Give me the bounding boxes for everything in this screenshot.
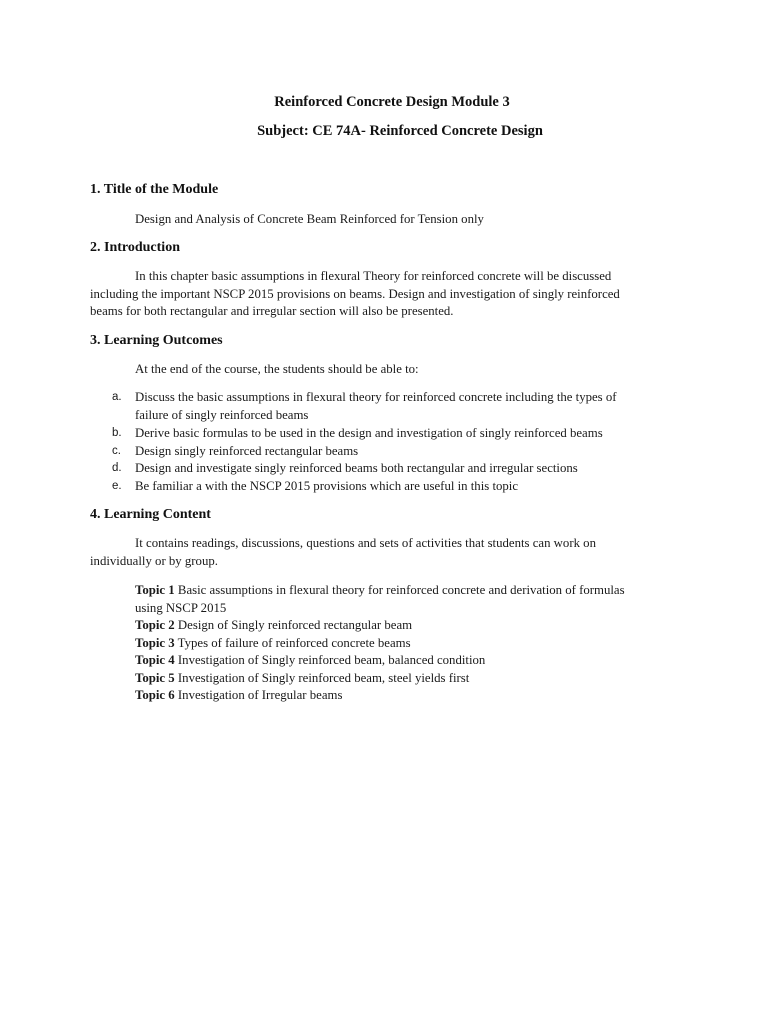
topic-item [135, 635, 411, 653]
topic-label: Topic 6 [135, 688, 175, 702]
list-marker: e. [112, 480, 122, 492]
list-item-text: Design singly reinforced rectangular beams [135, 444, 359, 458]
paragraph-line: It contains readings, discussions, questions and sets of activities that students can work on [135, 536, 596, 550]
list-item-text: Be familiar a with the NSCP 2015 provisions which are useful in this topic [135, 479, 519, 493]
introduction-paragraph [90, 268, 680, 321]
topic-text: using NSCP 2015 [135, 600, 227, 615]
document-title: Reinforced Concrete Design Module 3 [274, 94, 510, 110]
topic-label: Topic 1 [135, 583, 175, 597]
section-heading-learning-content: 4. Learning Content [90, 507, 211, 522]
document-subject: Subject: CE 74A- Reinforced Concrete Design [257, 123, 543, 139]
paragraph-line: including the important NSCP 2015 provisions on beams. Design and investigation of singly reinforced [90, 286, 620, 301]
topic-item [135, 687, 342, 705]
list-item-text: Discuss the basic assumptions in flexural theory for reinforced concrete including the types of [135, 390, 617, 404]
topic-text: Investigation of Singly reinforced beam, balanced condition [174, 653, 486, 667]
paragraph-line: In this chapter basic assumptions in flexural Theory for reinforced concrete will be discussed [135, 269, 612, 283]
paragraph-line: individually or by group. [90, 553, 218, 568]
list-marker: b. [112, 427, 122, 439]
topic-label: Topic 3 [135, 636, 175, 650]
topic-label: Topic 5 [135, 671, 175, 685]
topic-label: Topic 2 [135, 618, 175, 632]
topic-text: Design of Singly reinforced rectangular beam [174, 618, 413, 632]
topic-item [135, 582, 625, 617]
topic-item [135, 670, 469, 688]
module-title-text: Design and Analysis of Concrete Beam Reinforced for Tension only [135, 212, 484, 226]
list-item-text: Design and investigate singly reinforced beams both rectangular and irregular sections [135, 461, 578, 475]
section-heading-title-of-module: 1. Title of the Module [90, 182, 219, 197]
list-marker: a. [112, 391, 122, 403]
topic-label: Topic 4 [135, 653, 175, 667]
list-marker: c. [112, 445, 121, 457]
learning-content-paragraph [90, 535, 680, 570]
outcomes-intro: At the end of the course, the students should be able to: [135, 362, 419, 376]
section-heading-introduction: 2. Introduction [90, 240, 180, 255]
section-heading-learning-outcomes: 3. Learning Outcomes [90, 333, 223, 348]
paragraph-line: beams for both rectangular and irregular section will also be presented. [90, 304, 454, 318]
topic-text: Basic assumptions in flexural theory for reinforced concrete and derivation of formulas [174, 583, 625, 597]
topic-text: Investigation of Irregular beams [174, 688, 343, 702]
topic-item [135, 617, 412, 635]
list-item-text: failure of singly reinforced beams [135, 407, 309, 422]
list-item-text: Derive basic formulas to be used in the design and investigation of singly reinforced beams [135, 426, 603, 440]
topic-text: Types of failure of reinforced concrete beams [174, 636, 411, 650]
topic-item [135, 652, 485, 670]
list-marker: d. [112, 462, 122, 474]
topic-text: Investigation of Singly reinforced beam, steel yields first [174, 671, 470, 685]
